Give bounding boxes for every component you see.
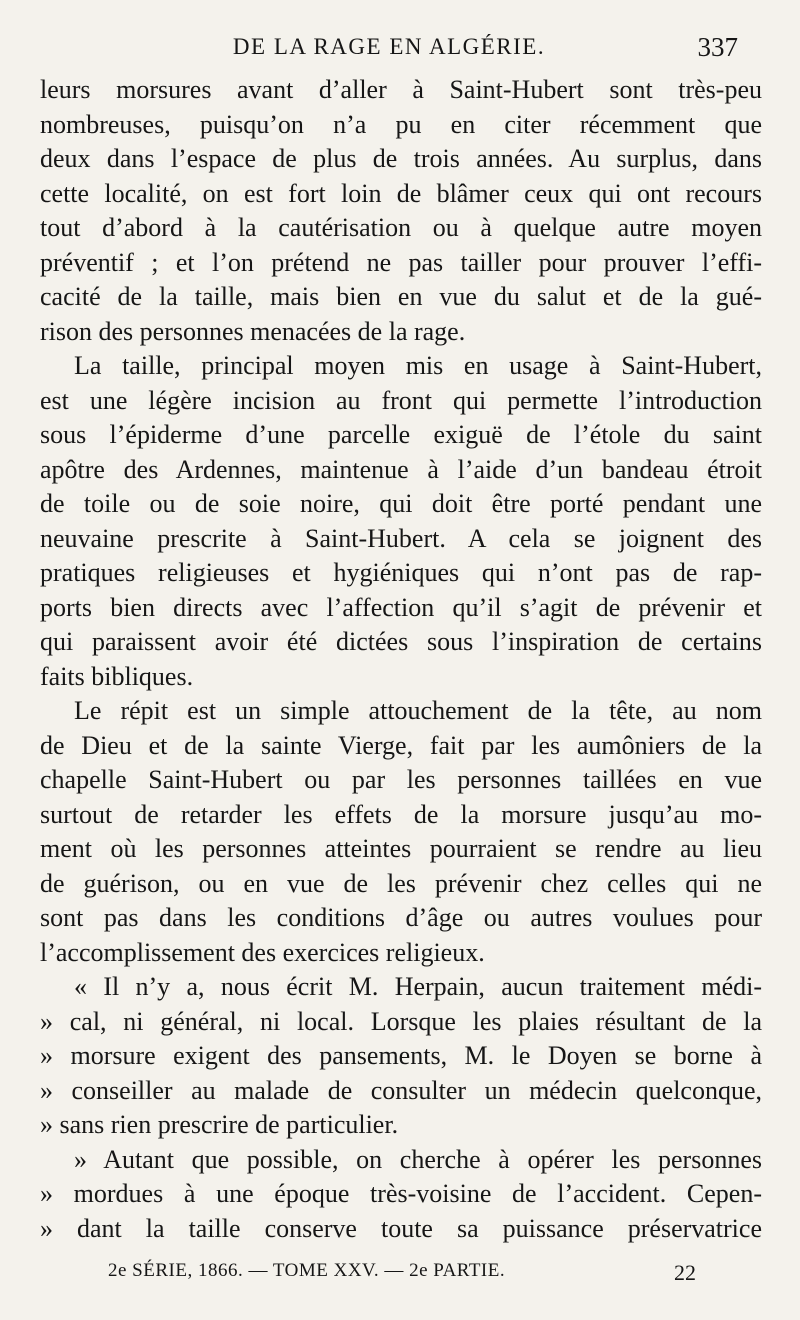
series-line: 2e SÉRIE, 1866. — TOME XXV. — 2e PARTIE. — [108, 1260, 506, 1281]
text-line: deux dans l’espace de plus de trois années. Au surplus, dans — [40, 144, 762, 173]
text-line: rison des personnes menacées de la rage. — [40, 316, 466, 346]
text-line: » sans rien prescrire de particulier. — [40, 1110, 399, 1139]
text-line: » morsure exigent des pansements, M. le Doyen se borne à — [40, 1041, 762, 1070]
page-footer — [108, 1260, 696, 1290]
text-line: cette localité, on est fort loin de blâmer ceux qui ont recours — [40, 178, 762, 208]
text-line: » conseiller au malade de consulter un médecin quelconque, — [40, 1075, 762, 1105]
text-line: tout d’abord à la cautérisation ou à quelque autre moyen — [40, 213, 762, 242]
page-number: 337 — [697, 32, 738, 62]
text-line: préventif ; et l’on prétend ne pas tailler pour prouver l’effi- — [40, 247, 762, 277]
text-line: est une légère incision au front qui permette l’introduction — [40, 385, 762, 415]
text-line: de toile ou de soie noire, qui doit être porté pendant une — [40, 489, 762, 518]
text-line: » cal, ni général, ni local. Lorsque les plaies résultant de la — [40, 1006, 762, 1036]
text-line: sont pas dans les conditions d’âge ou autres voulues pour — [40, 903, 762, 932]
text-line: leurs morsures avant d’aller à Saint-Hubert sont très-peu — [40, 75, 762, 104]
text-line: neuvaine prescrite à Saint-Hubert. A cela se joignent des — [40, 523, 762, 553]
text-line: » Autant que possible, on cherche à opérer les personnes — [74, 1144, 762, 1174]
text-line: de guérison, ou en vue de les prévenir chez celles qui ne — [40, 868, 762, 898]
text-line: Le répit est un simple attouchement de la tête, au nom — [74, 696, 762, 725]
text-line: ment où les personnes atteintes pourraient se rendre au lieu — [40, 834, 762, 863]
text-line: « Il n’y a, nous écrit M. Herpain, aucun traitement médi- — [74, 972, 762, 1001]
text-line: surtout de retarder les effets de la morsure jusqu’au mo- — [40, 799, 762, 829]
page-header — [40, 34, 738, 70]
text-line: ports bien directs avec l’affection qu’il s’agit de prévenir et — [40, 592, 762, 622]
text-line: » dant la taille conserve toute sa puissance préservatrice — [40, 1213, 762, 1243]
body-text — [40, 73, 762, 1246]
text-line: pratiques religieuses et hygiéniques qui n’ont pas de rap- — [40, 558, 762, 587]
text-line: apôtre des Ardennes, maintenue à l’aide d’un bandeau étroit — [40, 454, 762, 484]
text-line: de Dieu et de la sainte Vierge, fait par les aumôniers de la — [40, 730, 762, 760]
text-line: sous l’épiderme d’une parcelle exiguë de l’étole du saint — [40, 420, 762, 449]
signature-mark: 22 — [674, 1260, 696, 1285]
text-line: faits bibliques. — [40, 661, 194, 691]
text-line: chapelle Saint-Hubert ou par les personnes taillées en vue — [40, 765, 762, 794]
running-title: DE LA RAGE EN ALGÉRIE. — [232, 34, 546, 59]
text-line: La taille, principal moyen mis en usage à Saint-Hubert, — [74, 351, 762, 380]
text-line: cacité de la taille, mais bien en vue du salut et de la gué- — [40, 282, 762, 311]
text-line: nombreuses, puisqu’on n’a pu en citer récemment que — [40, 109, 762, 139]
text-line: » mordues à une époque très-voisine de l’accident. Cepen- — [40, 1179, 762, 1208]
text-line: l’accomplissement des exercices religieux. — [40, 937, 485, 967]
text-line: qui paraissent avoir été dictées sous l’inspiration de certains — [40, 627, 762, 656]
